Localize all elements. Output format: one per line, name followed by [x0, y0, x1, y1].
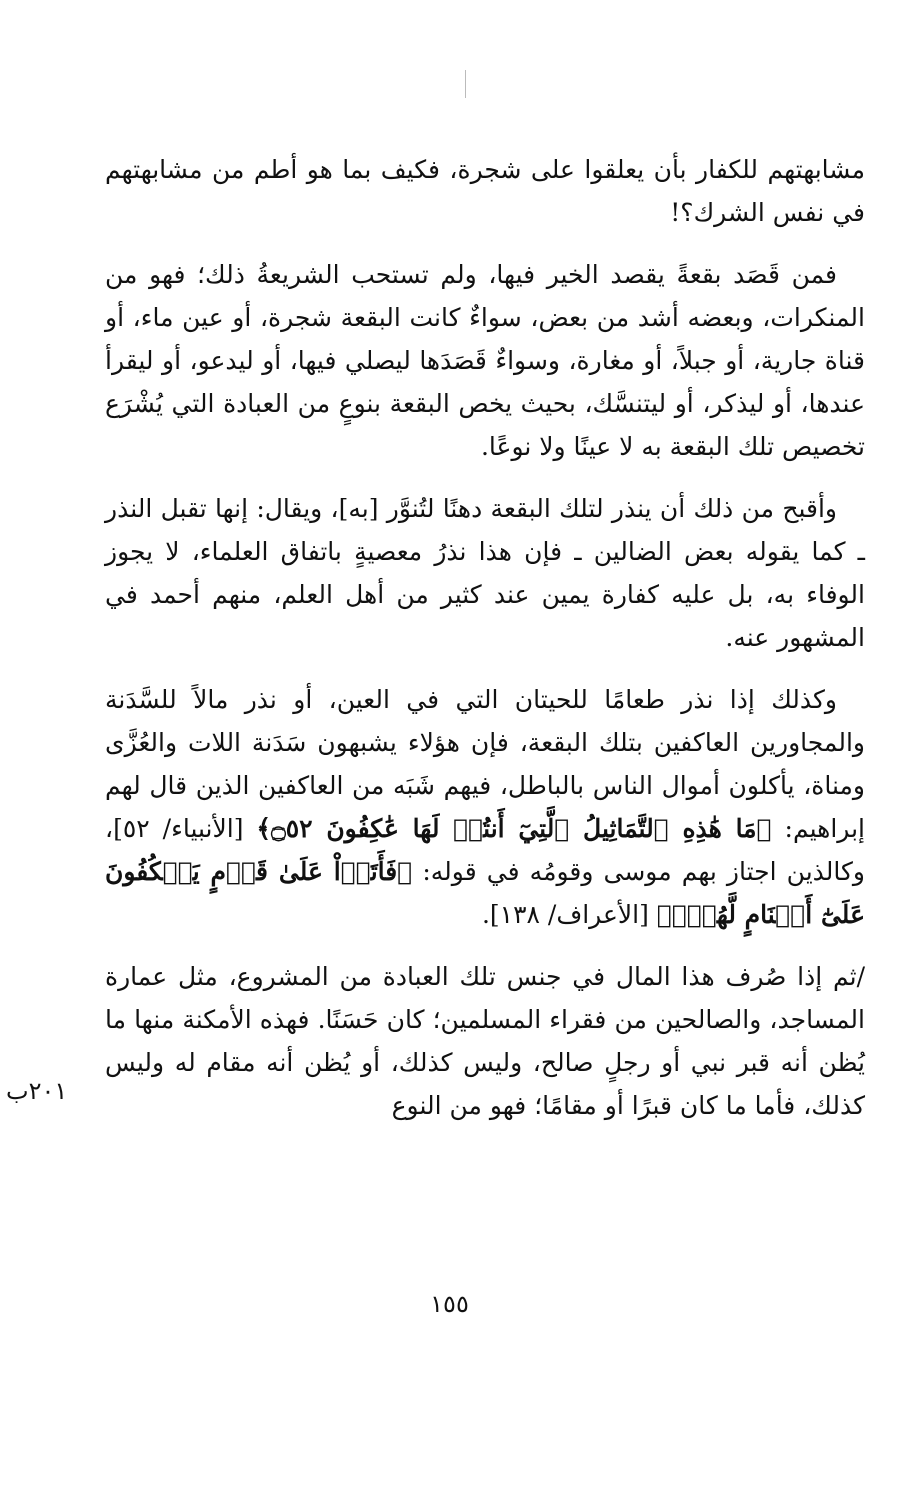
body-text	[105, 148, 865, 1146]
paragraph-1: مشابهتهم للكفار بأن يعلقوا على شجرة، فكيف بما هو أطم من مشابهتهم في نفس الشرك؟!	[105, 155, 865, 227]
page-number: ١٥٥	[430, 1290, 469, 1318]
paragraph-2: فمن قَصَد بقعةً يقصد الخير فيها، ولم تستحب الشريعةُ ذلك؛ فهو من المنكرات، وبعضه أشد من بعض، سواءٌ كانت البقعة شجرة، أو عين ماء، أو قناة جارية، أو جبلاً، أو مغارة، وسواءٌ قَصَدَها ليصلي فيها، أو ليدعو، أو ليقرأ عندها، أو ليذكر، أو ليتنسَّك، بحيث يخص البقعة بنوعٍ من العبادة التي يُشْرَع تخصيص تلك البقعة به لا عينًا ولا نوعًا.	[105, 260, 865, 461]
scan-mark	[465, 70, 466, 98]
quran-verse-1: ﴿مَا هَٰذِهِ ٱلتَّمَاثِيلُ ٱلَّتِيٓ أَنتُمۡ لَهَا عَٰكِفُونَ ۝٥٢﴾	[256, 814, 772, 843]
paragraph-4	[105, 678, 865, 936]
paragraph-3: وأقبح من ذلك أن ينذر لتلك البقعة دهنًا لتُنوَّر [به]، ويقال: إنها تقبل النذر ـ كما يقوله بعض الضالين ـ فإن هذا نذرُ معصيةٍ باتفاق العلماء، لا يجوز الوفاء به، بل عليه كفارة يمين عند كثير من أهل العلم، منهم أحمد في المشهور عنه.	[105, 494, 865, 652]
verse-reference-1: [الأنبياء/ ٥٢]، وكالذين اجتاز بهم موسى وقومُه في قوله:	[105, 814, 865, 886]
paragraph-5: /ثم إذا صُرف هذا المال في جنس تلك العبادة من المشروع، مثل عمارة المساجد، والصالحين من فقراء المسلمين؛ كان حَسَنًا. فهذه الأمكنة منها ما يُظن أنه قبر نبي أو رجلٍ صالح، وليس كذلك، أو يُظن أنه مقام له وليس كذلك، فأما ما كان قبرًا أو مقامًا؛ فهو من النوع	[105, 962, 865, 1120]
paragraph-4-text: وكذلك إذا نذر طعامًا للحيتان التي في العين، أو نذر مالاً للسَّدَنة والمجاورين العاكفين بتلك البقعة، فإن هؤلاء يشبهون سَدَنة اللات والعُزَّى ومناة، يأكلون أموال الناس بالباطل، فيهم شَبَه من العاكفين الذين قال لهم إبراهيم:	[105, 685, 865, 843]
quran-verse-2: ﴿فَأَتَوۡاْ عَلَىٰ قَوۡمٍ يَعۡكُفُونَ عَلَىٰٓ أَصۡنَامٍ لَّهُمۡۚ﴾	[105, 857, 865, 929]
verse-reference-2: [الأعراف/ ١٣٨].	[481, 900, 657, 929]
manuscript-folio-marker: ٢٠١ب	[6, 1077, 68, 1105]
